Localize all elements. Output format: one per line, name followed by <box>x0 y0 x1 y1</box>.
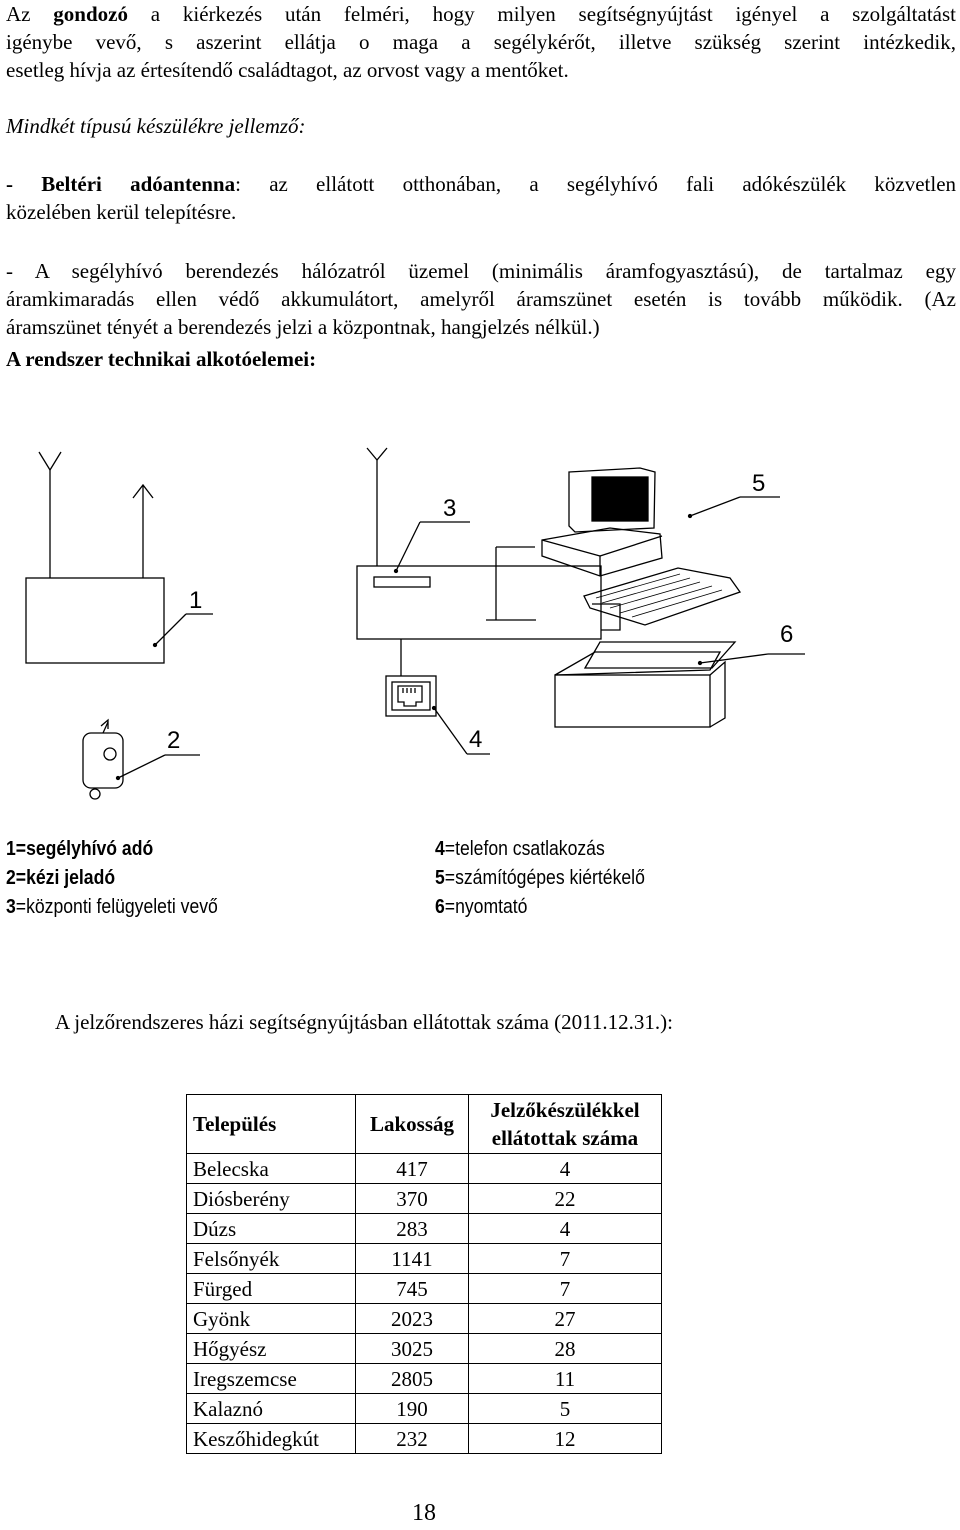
settlement-cell: Diósberény <box>187 1184 356 1214</box>
section-heading: A rendszer technikai alkotóelemei: <box>6 347 317 371</box>
table-row <box>187 1334 662 1364</box>
settlement-cell: Belecska <box>187 1154 356 1184</box>
legend-item-2: 2=kézi jeladó <box>6 867 116 889</box>
system-diagram <box>0 430 960 810</box>
served-cell: 28 <box>469 1334 662 1364</box>
diagram-label-1: 1 <box>189 587 203 614</box>
bullet-antenna-line-1: - Beltéri adóantenna: az ellátott otthonában, a segélyhívó fali adókészülék közvetlen <box>6 172 957 196</box>
bullet-power-line-3: áramszünet tényét a berendezés jelzi a központnak, hangjelzés nélkül.) <box>6 315 600 339</box>
settlement-cell: Iregszemcse <box>187 1364 356 1394</box>
table-row <box>187 1424 662 1454</box>
table-row <box>187 1244 662 1274</box>
table-row <box>187 1184 662 1214</box>
diagram-label-3: 3 <box>443 495 457 522</box>
bullet-power-line-2: áramkimaradás ellen védő akkumulátort, amelyről áramszünet esetén is tovább működik. (Az <box>6 287 956 311</box>
settlement-cell: Gyönk <box>187 1304 356 1334</box>
population-cell: 2023 <box>356 1304 469 1334</box>
population-cell: 283 <box>356 1214 469 1244</box>
bullet-power <box>6 257 956 341</box>
diagram-label-5: 5 <box>752 470 766 497</box>
legend-item-1: 1=segélyhívó adó <box>6 838 154 860</box>
legend-item-5: 5=számítógépes kiértékelő <box>435 867 645 889</box>
table-header-row <box>187 1095 662 1154</box>
population-cell: 190 <box>356 1394 469 1424</box>
intro-line-3: esetleg hívja az értesítendő családtagot, az orvost vagy a mentőket. <box>6 58 569 82</box>
intro-line-2: igénybe vevő, s aszerint ellátja o maga a segélykérőt, illetve szükség szerint intézkedik, <box>6 30 956 54</box>
legend-left <box>6 835 218 922</box>
header-settlement: Település <box>187 1095 356 1154</box>
table-row <box>187 1274 662 1304</box>
served-cell: 11 <box>469 1364 662 1394</box>
legend-item-4: 4=telefon csatlakozás <box>435 838 605 860</box>
table-row <box>187 1154 662 1184</box>
intro-paragraph <box>6 0 956 84</box>
header-served: Jelzőkészülékkel ellátottak száma <box>469 1095 662 1154</box>
bullet-antenna <box>6 170 956 226</box>
diagram-label-2: 2 <box>167 727 181 754</box>
subheading: Mindkét típusú készülékre jellemző: <box>6 114 306 138</box>
diagram-label-6: 6 <box>780 621 794 648</box>
table-row <box>187 1364 662 1394</box>
table-row <box>187 1394 662 1424</box>
settlement-cell: Keszőhidegkút <box>187 1424 356 1454</box>
printer-device <box>555 642 805 727</box>
population-cell: 1141 <box>356 1244 469 1274</box>
population-cell: 745 <box>356 1274 469 1304</box>
legend-right <box>435 835 645 922</box>
settlement-cell: Felsőnyék <box>187 1244 356 1274</box>
legend-item-3: 3=központi felügyeleti vevő <box>6 896 218 918</box>
served-cell: 22 <box>469 1184 662 1214</box>
served-cell: 7 <box>469 1274 662 1304</box>
settlement-cell: Hőgyész <box>187 1334 356 1364</box>
intro-line-1: Az gondozó a kiérkezés után felméri, hogy milyen segítségnyújtást igényel a szolgáltatást <box>6 2 956 26</box>
transmitter-device <box>26 452 213 663</box>
served-cell: 12 <box>469 1424 662 1454</box>
patients-table <box>186 1094 662 1454</box>
table-caption: A jelzőrendszeres házi segítségnyújtásban ellátottak száma (2011.12.31.): <box>55 1010 673 1034</box>
served-cell: 4 <box>469 1154 662 1184</box>
served-cell: 7 <box>469 1244 662 1274</box>
served-cell: 4 <box>469 1214 662 1244</box>
legend-item-6: 6=nyomtató <box>435 896 528 918</box>
settlement-cell: Fürged <box>187 1274 356 1304</box>
table-row <box>187 1304 662 1334</box>
table-row <box>187 1214 662 1244</box>
header-population: Lakosság <box>356 1095 469 1154</box>
settlement-cell: Dúzs <box>187 1214 356 1244</box>
population-cell: 2805 <box>356 1364 469 1394</box>
served-cell: 27 <box>469 1304 662 1334</box>
intro-bold-word: gondozó <box>53 2 128 26</box>
population-cell: 417 <box>356 1154 469 1184</box>
settlement-cell: Kalaznó <box>187 1394 356 1424</box>
population-cell: 232 <box>356 1424 469 1454</box>
pendant-device <box>83 720 200 799</box>
population-cell: 3025 <box>356 1334 469 1364</box>
central-receiver <box>357 448 620 639</box>
served-cell: 5 <box>469 1394 662 1424</box>
bullet-power-line-1: - A segélyhívó berendezés hálózatról üzemel (minimális áramfogyasztású), de tartalmaz egy <box>6 259 956 283</box>
population-cell: 370 <box>356 1184 469 1214</box>
diagram-label-4: 4 <box>469 726 483 753</box>
bullet-antenna-line-2: közelében kerül telepítésre. <box>6 200 237 224</box>
computer-device <box>542 468 780 625</box>
page-number: 18 <box>412 1500 436 1526</box>
